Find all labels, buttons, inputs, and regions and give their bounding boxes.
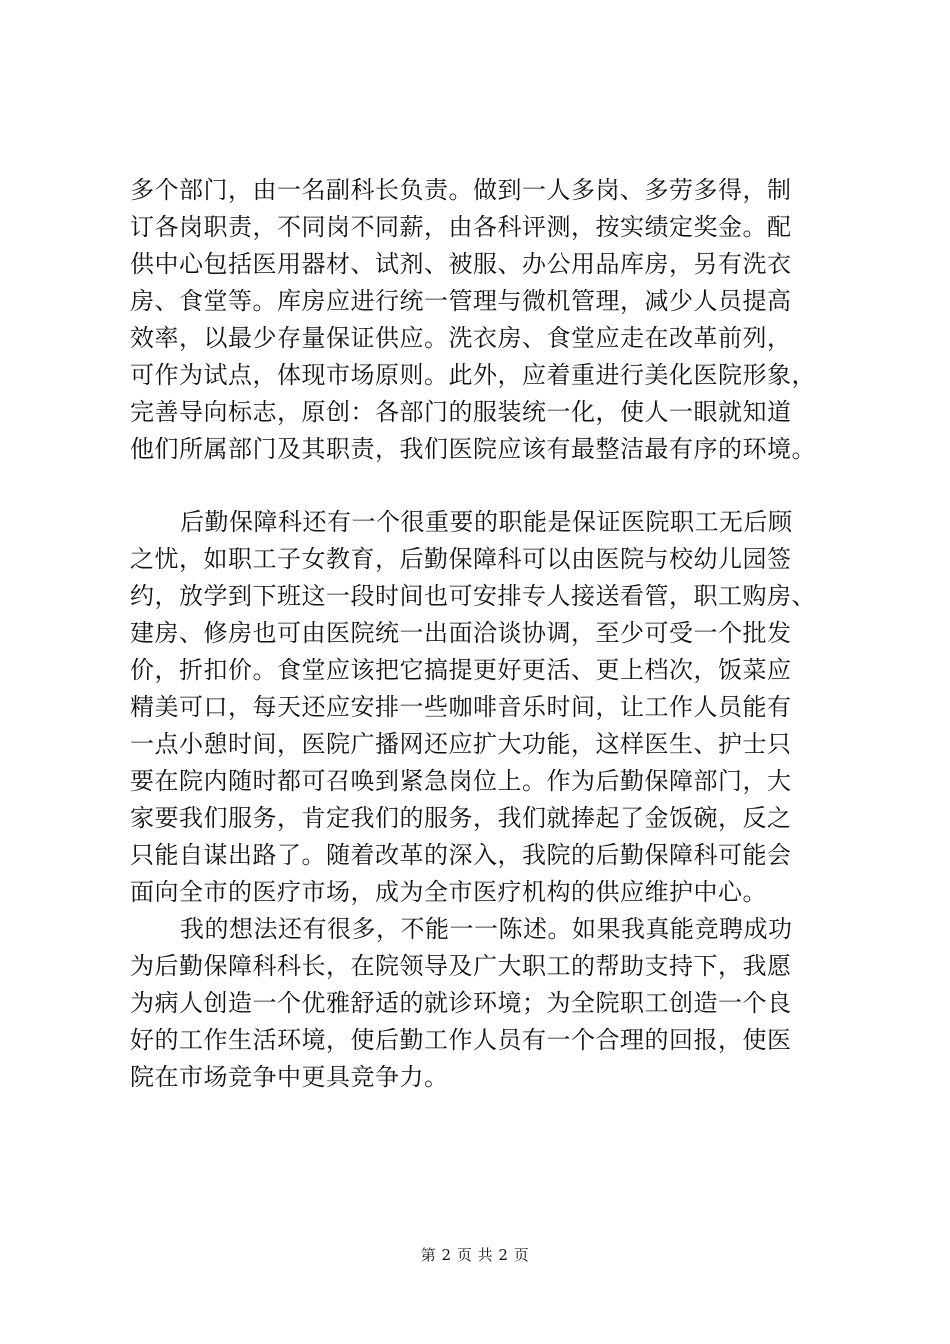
paragraph-1	[130, 172, 830, 468]
text-line: 价，折扣价。食堂应该把它搞提更好更活、更上档次，饭菜应	[130, 656, 792, 684]
text-line: 家要我们服务，肯定我们的服务，我们就捧起了金饭碗，反之	[130, 804, 792, 832]
text-line: 建房、修房也可由医院统一出面洽谈协调，至少可受一个批发	[130, 619, 792, 647]
text-line: 订各岗职责，不同岗不同薪，由各科评测，按实绩定奖金。配	[130, 213, 792, 241]
text-line: 房、食堂等。库房应进行统一管理与微机管理，减少人员提高	[130, 287, 792, 315]
text-line: 多个部门，由一名副科长负责。做到一人多岗、多劳多得，制	[130, 176, 792, 204]
text-line: 为后勤保障科科长，在院领导及广大职工的帮助支持下，我愿	[130, 952, 792, 980]
text-line: 为病人创造一个优雅舒适的就诊环境；为全院职工创造一个良	[130, 989, 792, 1017]
text-line: 要在院内随时都可召唤到紧急岗位上。作为后勤保障部门，大	[130, 767, 792, 795]
text-line: 精美可口，每天还应安排一些咖啡音乐时间，让工作人员能有	[130, 693, 792, 721]
text-line: 后勤保障科还有一个很重要的职能是保证医院职工无后顾	[180, 508, 793, 536]
text-line: 约，放学到下班这一段时间也可安排专人接送看管，职工购房、	[130, 582, 816, 610]
paragraph-3	[130, 911, 830, 1096]
text-line: 他们所属部门及其职责，我们医院应该有最整洁最有序的环境。	[130, 435, 816, 463]
paragraph-spacer	[130, 468, 830, 504]
page-footer: 第 2 页 共 2 页	[420, 1246, 530, 1264]
document-body	[130, 172, 830, 1096]
text-line: 院在市场竞争中更具竞争力。	[130, 1063, 449, 1091]
text-line: 好的工作生活环境，使后勤工作人员有一个合理的回报，使医	[130, 1026, 792, 1054]
text-line: 我的想法还有很多，不能一一陈述。如果我真能竞聘成功	[180, 915, 793, 943]
text-line: 完善导向标志，原创：各部门的服装统一化，使人一眼就知道	[130, 398, 792, 426]
text-line: 面向全市的医疗市场，成为全市医疗机构的供应维护中心。	[130, 878, 767, 906]
text-line: 一点小憩时间，医院广播网还应扩大功能，这样医生、护士只	[130, 730, 792, 758]
text-line: 可作为试点，体现市场原则。此外，应着重进行美化医院形象，	[130, 361, 816, 389]
text-line: 供中心包括医用器材、试剂、被服、办公用品库房，另有洗衣	[130, 250, 792, 278]
paragraph-2	[130, 504, 830, 911]
text-line: 之忧，如职工子女教育，后勤保障科可以由医院与校幼儿园签	[130, 545, 792, 573]
text-line: 只能自谋出路了。随着改革的深入，我院的后勤保障科可能会	[130, 841, 792, 869]
text-line: 效率，以最少存量保证供应。洗衣房、食堂应走在改革前列，	[130, 324, 792, 352]
